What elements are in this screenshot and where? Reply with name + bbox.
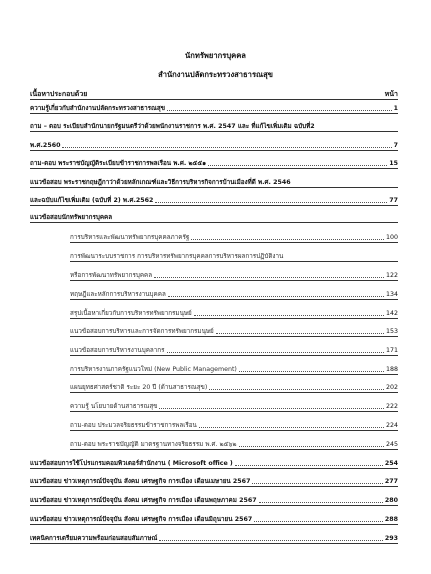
toc-leader-dots [159, 540, 383, 541]
contents-heading: เนื้อหาประกอบด้วย [30, 90, 88, 98]
document-subtitle: สำนักงานปลัดกระทรวงสาธารณสุข [158, 70, 273, 79]
toc-entry-title: การพัฒนาระบบราชการ การบริหารทรัพยากรบุคคลการบริหารผลการปฏิบัติงาน [70, 253, 284, 260]
toc-entry-title: ถาม-ตอบ พระราชบัญญัติระเบียบข้าราชการพลเรือน พ.ศ. ๒๕๕๑ [30, 160, 207, 167]
toc-entry-page: 142 [385, 310, 398, 317]
toc-entry-title: ความรู้เกี่ยวกับสำนักงานปลัดกระทรวงสาธารณสุข [30, 105, 166, 112]
toc-entry-title: แนวข้อสอบ พระราชกฤษฎีกาว่าด้วยหลักเกณฑ์และวิธีการบริหารกิจการบ้านเมืองที่ดี พ.ศ. 2546 [30, 179, 291, 186]
toc-entry-page: 202 [385, 384, 398, 391]
toc-entry-underline [70, 430, 398, 431]
toc-entry-underline [70, 449, 398, 450]
toc-entry-underline [70, 261, 398, 262]
header-rule [30, 99, 398, 100]
toc-entry-underline [30, 168, 398, 169]
toc-entry-title: ถาม-ตอบ พระราชบัญญัติ มาตรฐานทางจริยธรรม พ.ศ. ๒๕๖๒ [70, 441, 237, 448]
toc-leader-dots [159, 408, 384, 409]
toc-leader-dots [208, 165, 387, 166]
toc-leader-dots [254, 521, 383, 522]
toc-entry-title: แนวข้อสอบการบริหารงานบุคลากร [70, 347, 165, 354]
toc-entry-title: แนวข้อสอบ ข่าวเหตุการณ์ปัจจุบัน สังคม เศรษฐกิจ การเมือง เดือนพฤษภาคม 2567 [30, 497, 257, 504]
toc-entry-title: หรือการพัฒนาทรัพยากรบุคคล [70, 272, 153, 279]
toc-entry-page: 100 [385, 234, 398, 241]
toc-entry-title: ถาม-ตอบ ประมวลจริยธรรมข้าราชการพลเรือน [70, 422, 197, 429]
toc-entry-underline [30, 543, 398, 544]
toc-entry-title: ความรู้ นโยบายด้านสาธารณสุข [70, 403, 158, 410]
toc-entry-page: 134 [385, 291, 398, 298]
toc-entry-page: 122 [385, 272, 398, 279]
toc-leader-dots [239, 371, 384, 372]
toc-entry-underline [30, 205, 398, 206]
toc-entry-title: และฉบับแก้ไขเพิ่มเติม (ฉบับที่ 2) พ.ศ.2562 [30, 197, 154, 204]
toc-entry-underline [30, 468, 398, 469]
toc-entry-underline [30, 150, 398, 151]
toc-entry-title: ถาม – ตอบ ระเบียบสำนักนายกรัฐมนตรีว่าด้วยพนักงานราชการ พ.ศ. 2547 และ ที่แก้ไขเพิ่มเติม ฉบับที่2 [30, 123, 315, 130]
toc-entry-underline [70, 411, 398, 412]
toc-entry-title: พ.ศ.2560 [30, 142, 61, 149]
toc-entry-title: แผนยุทธศาสตร์ชาติ ระยะ 20 ปี (ด้านสาธารณสุข) [70, 384, 208, 391]
toc-entry-page: 277 [384, 478, 398, 485]
toc-entry-underline [30, 505, 398, 506]
toc-leader-dots [154, 277, 384, 278]
toc-entry-underline [30, 113, 398, 114]
toc-entry-underline [70, 355, 398, 356]
toc-entry-page: 245 [385, 441, 398, 448]
toc-entry-underline [70, 336, 398, 337]
toc-leader-dots [155, 202, 387, 203]
toc-leader-dots [216, 333, 384, 334]
toc-leader-dots [259, 502, 383, 503]
toc-entry-title: ทฤษฎีและหลักการบริหารงานบุคคล [70, 291, 166, 298]
toc-entry-underline [70, 242, 398, 243]
toc-entry-underline [30, 187, 398, 188]
toc-entry-underline [30, 486, 398, 487]
toc-entry-page: 288 [384, 516, 398, 523]
toc-leader-dots [235, 465, 383, 466]
toc-entry-underline [30, 131, 398, 132]
toc-entry-underline [70, 299, 398, 300]
toc-leader-dots [252, 483, 383, 484]
toc-entry-page: 1 [393, 105, 398, 112]
toc-entry-page: 77 [389, 197, 398, 204]
toc-entry-title: การบริหารงานภาครัฐแนวใหม่ (New Public Management) [70, 366, 237, 373]
toc-entry-page: 7 [393, 142, 398, 149]
toc-entry-page: 280 [384, 497, 398, 504]
toc-entry-page: 171 [385, 347, 398, 354]
toc-entry-page: 15 [389, 160, 398, 167]
toc-leader-dots [168, 296, 384, 297]
page-column-heading: หน้า [384, 90, 398, 98]
toc-leader-dots [62, 147, 392, 148]
toc-leader-dots [191, 239, 384, 240]
toc-entry-title: แนวข้อสอบการใช้โปรแกรมคอมพิวเตอร์สำนักงาน ( Microsoft office ) [30, 460, 233, 467]
toc-leader-dots [167, 352, 384, 353]
toc-entry-title: เทคนิคการเตรียมความพร้อมก่อนสอบสัมภาษณ์ [30, 535, 158, 542]
toc-entry-page: 153 [385, 328, 398, 335]
toc-leader-dots [239, 446, 384, 447]
document-title: นักทรัพยากรบุคคล [185, 51, 246, 60]
toc-entry-title: สรุปเนื้อหาเกี่ยวกับการบริหารทรัพยากรมนุษย์ [70, 310, 192, 317]
toc-entry-underline [70, 392, 398, 393]
toc-entry-page: 254 [384, 460, 398, 467]
toc-entry-title: แนวข้อสอบนักทรัพยากรบุคคล [30, 214, 113, 221]
toc-entry-page: 293 [384, 535, 398, 542]
toc-entry-underline [70, 318, 398, 319]
toc-entry-page: 224 [385, 422, 398, 429]
toc-entry-page: 188 [385, 366, 398, 373]
toc-entry-underline [70, 280, 398, 281]
toc-entry-underline [30, 524, 398, 525]
toc-leader-dots [194, 315, 384, 316]
toc-entry-underline [70, 374, 398, 375]
toc-entry-title: แนวข้อสอบ ข่าวเหตุการณ์ปัจจุบัน สังคม เศรษฐกิจ การเมือง เดือนเมษายน 2567 [30, 478, 251, 485]
toc-leader-dots [199, 427, 384, 428]
toc-leader-dots [209, 389, 384, 390]
toc-entry-underline [30, 222, 398, 223]
toc-entry-page: 222 [385, 403, 398, 410]
toc-entry-title: การบริหารและพัฒนาทรัพยากรบุคคลภาครัฐ [70, 234, 190, 241]
toc-entry-title: แนวข้อสอบการบริหารและการจัดการทรัพยากรมนุษย์ [70, 328, 214, 335]
toc-entry-title: แนวข้อสอบ ข่าวเหตุการณ์ปัจจุบัน สังคม เศรษฐกิจ การเมือง เดือนมิถุนายน 2567 [30, 516, 253, 523]
toc-leader-dots [167, 110, 392, 111]
